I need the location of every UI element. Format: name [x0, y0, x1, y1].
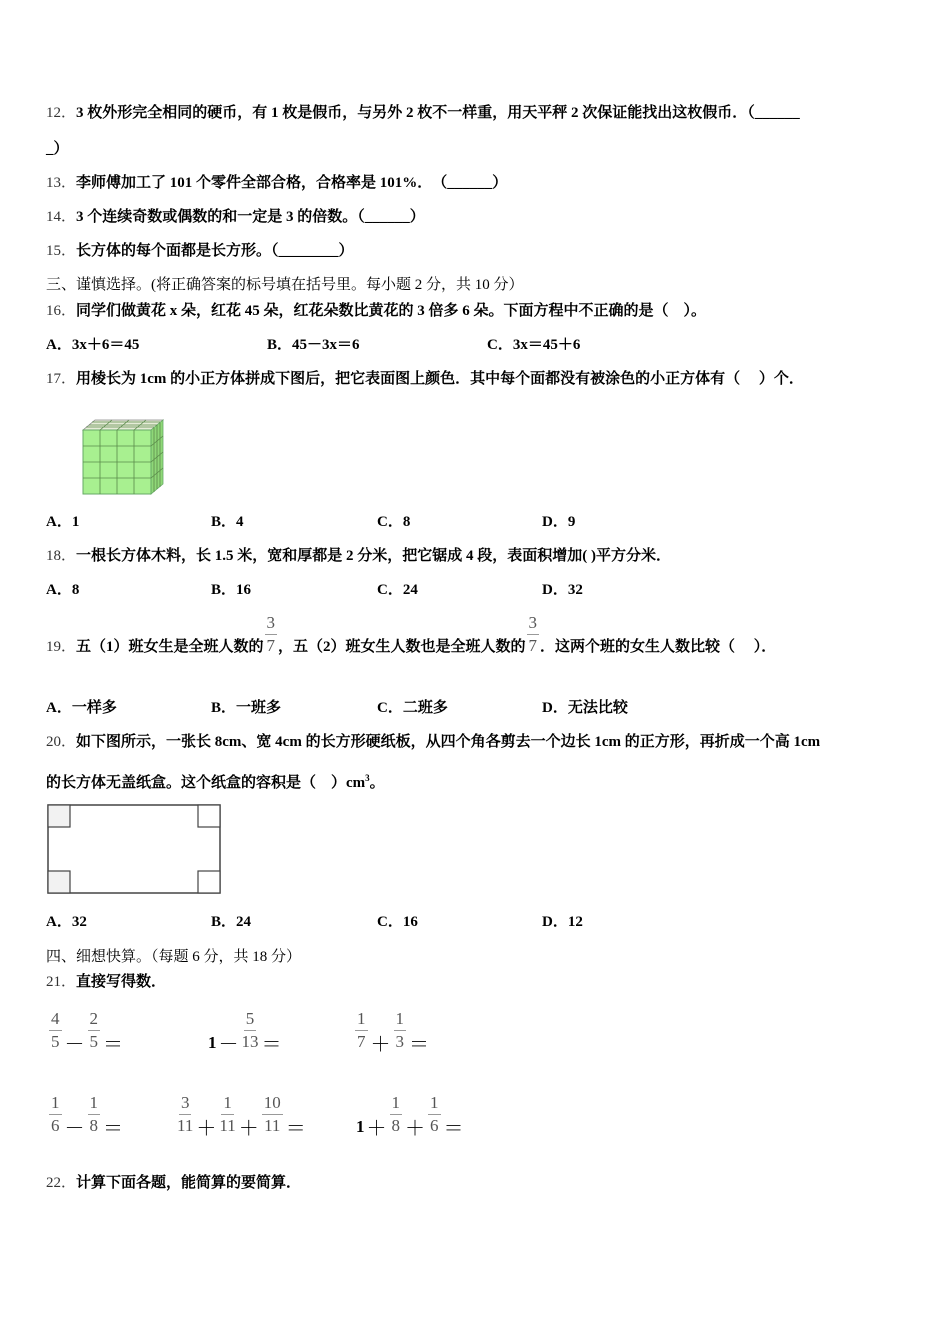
denominator: 5: [89, 1032, 98, 1051]
question-19: [46, 612, 776, 657]
question-text: 用棱长为 1cm 的小正方体拼成下图后，把它表面图上颜色．其中每个面都没有被涂色的小正方体有（ ）个．: [76, 371, 804, 387]
whole-number: 1: [208, 1032, 217, 1052]
numerator: 3: [265, 612, 278, 635]
numerator: 3: [179, 1092, 192, 1115]
numerator: 10: [262, 1092, 283, 1115]
question-16: [46, 301, 706, 321]
option-d: D．无法比较: [542, 700, 628, 716]
option-c: C．8: [377, 514, 411, 530]
fraction: [49, 1092, 62, 1137]
denominator: 8: [89, 1116, 98, 1135]
denominator: 7: [357, 1032, 366, 1051]
question-text: 。: [369, 775, 385, 791]
question-text: 五（1）班女生是全班人数的: [76, 639, 264, 655]
section-4-heading: 四、细想快算。（每题 6 分，共 18 分）: [46, 949, 302, 965]
calculation-expression: [208, 1004, 284, 1057]
denominator: 3: [395, 1032, 404, 1051]
question-text: 同学们做黄花 x 朵，红花 45 朵，红花朵数比黄花的 3 倍多 6 朵。下面方程中不正确的是（ ）。: [76, 303, 707, 319]
whole-number: 1: [356, 1116, 365, 1136]
denominator: 11: [264, 1116, 281, 1135]
question-13: [46, 173, 507, 193]
calculation-expression: [48, 1004, 125, 1057]
fraction: [428, 1092, 441, 1137]
operator: ＝: [443, 1118, 464, 1140]
numerator: 1: [221, 1092, 234, 1115]
option-a: A．1: [46, 514, 80, 530]
numerator: 5: [244, 1008, 257, 1031]
calculation-expression: [354, 1004, 431, 1057]
fraction: [394, 1008, 407, 1053]
denominator: 5: [51, 1032, 60, 1051]
numerator: 1: [88, 1092, 101, 1115]
question-number: 12．: [46, 105, 77, 121]
question-number: 20．: [46, 734, 77, 750]
question-text: 长方体的每个面都是长方形。（________）: [76, 243, 354, 259]
numerator: 2: [88, 1008, 101, 1031]
question-number: 19．: [46, 639, 77, 655]
operator: －: [64, 1118, 85, 1140]
question-text: 李师傅加工了 101 个零件全部合格，合格率是 101%． （______）: [76, 175, 508, 191]
operator: ＝: [103, 1034, 123, 1056]
denominator: 6: [51, 1116, 60, 1135]
question-text: ．这两个班的女生人数比较（ ）．: [540, 639, 777, 655]
question-number: 15．: [46, 243, 77, 259]
option-b: B．24: [211, 914, 252, 930]
question-number: 21．: [46, 974, 77, 990]
option-d: D．32: [542, 582, 583, 598]
question-number: 16．: [46, 303, 77, 319]
question-18: [46, 546, 671, 566]
question-number: 22．: [46, 1175, 77, 1191]
option-a: A．3x＋6＝45: [46, 337, 140, 353]
denominator: 6: [430, 1116, 439, 1135]
numerator: 1: [428, 1092, 441, 1115]
operator: ＝: [103, 1118, 123, 1140]
operator: ＝: [261, 1034, 282, 1056]
fraction: [242, 1008, 259, 1053]
fraction: [49, 1008, 62, 1053]
operator: ＋: [196, 1118, 217, 1140]
option-b: B．一班多: [211, 700, 282, 716]
question-text: ，五（2）班女生人数也是全班人数的: [278, 639, 526, 655]
operator: ＝: [285, 1118, 306, 1140]
question-number: 17．: [46, 371, 77, 387]
question-15: [46, 241, 354, 261]
denominator: 11: [177, 1116, 194, 1135]
question-14: [46, 207, 425, 227]
fraction: [219, 1092, 235, 1137]
fraction: [527, 612, 540, 657]
option-b: B．45－3x＝6: [267, 337, 360, 353]
question-22: [46, 1173, 301, 1193]
fraction: [390, 1092, 403, 1137]
fraction: [88, 1008, 101, 1053]
option-a: A．8: [46, 582, 80, 598]
question-20: [46, 732, 820, 752]
denominator: 7: [266, 636, 276, 655]
calculation-expression: [48, 1088, 125, 1141]
question-text: 直接写得数．: [76, 974, 167, 990]
numerator: 3: [527, 612, 540, 635]
question-text: 的长方体无盖纸盒。这个纸盒的容积是（ ）cm: [46, 775, 366, 791]
question-text: 3 个连续奇数或偶数的和一定是 3 的倍数。（______）: [76, 209, 425, 225]
denominator: 11: [219, 1116, 236, 1135]
fraction: [88, 1092, 101, 1137]
question-17: [46, 369, 804, 389]
option-b: B．16: [211, 582, 252, 598]
question-text: 3 枚外形完全相同的硬币，有 1 枚是假币，与另外 2 枚不一样重，用天平秤 2 次保证能找出这枚假币．（______: [76, 105, 800, 121]
fraction: [265, 612, 278, 657]
numerator: 4: [49, 1008, 62, 1031]
fraction: [262, 1092, 283, 1137]
option-c: C．二班多: [377, 700, 448, 716]
calculation-expression: [356, 1088, 466, 1141]
option-a: A．32: [46, 914, 87, 930]
question-21: [46, 972, 166, 992]
cube-figure: [80, 418, 166, 498]
operator: ＋: [238, 1118, 259, 1140]
calculation-expression: [176, 1088, 308, 1141]
option-c: C．16: [377, 914, 418, 930]
option-d: D．12: [542, 914, 583, 930]
question-number: 14．: [46, 209, 77, 225]
question-20-cont: [46, 768, 385, 793]
option-c: C．24: [377, 582, 418, 598]
option-a: A．一样多: [46, 700, 117, 716]
option-d: D．9: [542, 514, 576, 530]
denominator: 13: [241, 1032, 259, 1051]
numerator: 1: [49, 1092, 62, 1115]
fraction: [355, 1008, 368, 1053]
question-text: 一根长方体木料，长 1.5 米，宽和厚都是 2 分米，把它锯成 4 段，表面积增加( )平方分米．: [76, 548, 672, 564]
operator: ＝: [409, 1034, 429, 1056]
operator: ＋: [405, 1118, 425, 1140]
superscript: 3: [365, 773, 370, 783]
numerator: 1: [355, 1008, 368, 1031]
question-text: 计算下面各题，能简算的要简算．: [76, 1175, 302, 1191]
numerator: 1: [390, 1092, 403, 1115]
denominator: 7: [528, 636, 538, 655]
option-b: B．4: [211, 514, 244, 530]
operator: ＋: [370, 1034, 391, 1056]
operator: －: [64, 1034, 85, 1056]
operator: －: [218, 1034, 239, 1056]
question-12-cont: _）: [46, 141, 69, 157]
numerator: 1: [394, 1008, 407, 1031]
operator: ＋: [366, 1118, 387, 1140]
option-c: C．3x＝45＋6: [487, 337, 581, 353]
denominator: 8: [391, 1116, 400, 1135]
question-number: 13．: [46, 175, 77, 191]
question-number: 18．: [46, 548, 77, 564]
fraction: [177, 1092, 193, 1137]
section-3-heading: 三、谨慎选择。(将正确答案的标号填在括号里。每小题 2 分，共 10 分）: [46, 277, 524, 293]
question-12: [46, 103, 800, 123]
cardboard-figure: [46, 803, 222, 895]
question-text: 如下图所示，一张长 8cm、宽 4cm 的长方形硬纸板，从四个角各剪去一个边长 1cm 的正方形，再折成一个高 1cm: [76, 734, 821, 750]
